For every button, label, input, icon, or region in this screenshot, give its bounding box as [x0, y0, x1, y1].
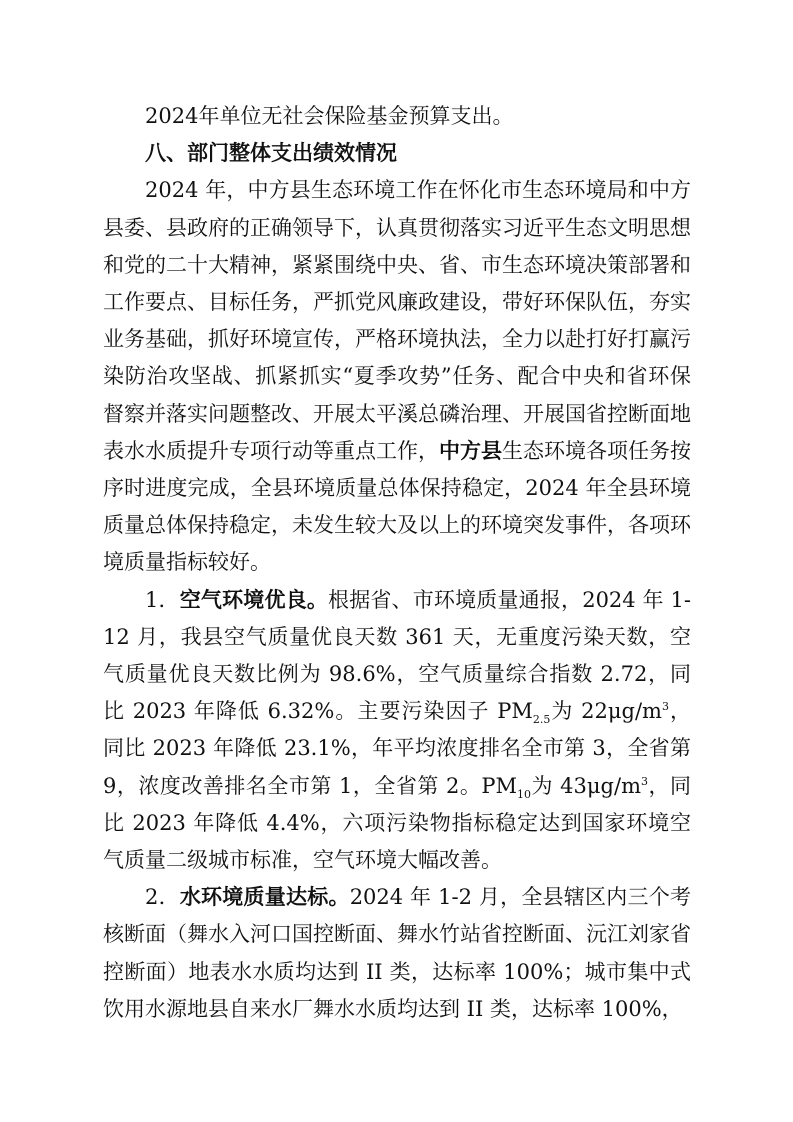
section-heading-text: 八、部门整体支出绩效情况 [145, 141, 397, 166]
paragraph-overview [103, 172, 691, 581]
paragraph-text-tail: 生态环境各项任务按序时进度完成，全县环境质量总体保持稳定，2024 年全县环境质量总体保持稳定，未发生较大及以上的环境突发事件，各项环境质量指标较好。 [103, 438, 691, 575]
air-text-b: 为 22μg/m [550, 699, 662, 724]
section-heading [103, 135, 691, 172]
cubic-superscript: 3 [661, 700, 669, 714]
cubic-superscript-2: 3 [640, 774, 648, 788]
air-text-a: 根据省、市环境质量通报，2024 年 1-12 月，我县空气质量优良天数 361 天，无重度污染天数，空气质量优良天数比例为 98.6%，空气质量综合指数 2.72，同比 2023 年降低 6.32%。主要污染因子 PM [103, 587, 691, 724]
paragraph-text: 2024 年，中方县生态环境工作在怀化市生态环境局和中方县委、县政府的正确领导下，认真贯彻落实习近平生态文明思想和党的二十大精神，紧紧围绕中央、省、市生态环境决策部署和工作要点、目标任务，严抓党风廉政建设，带好环保队伍，夯实业务基础，抓好环境宣传，严格环境执法，全力以赴打好打赢污染防治攻坚战、抓紧抓实“夏季攻势”任务、配合中央和省环保督察并落实问题整改、开展太平溪总磷治理、开展国省控断面地表水水质提升专项行动等重点工作， [103, 178, 691, 463]
pm25-subscript: 2.5 [532, 713, 551, 727]
document-body [103, 98, 691, 1028]
air-text-c: ，同比 2023 年降低 23.1%，年平均浓度排名全市第 3，全省第 9，浓度改善排名全市第 1，全省第 2。PM [103, 699, 691, 798]
county-name-bold: 中方县 [439, 438, 502, 463]
paragraph-social-insurance [103, 98, 691, 135]
air-text-d: 为 43μg/m [531, 773, 641, 798]
item-number: 1． [145, 587, 180, 612]
air-text-e: ，同比 2023 年降低 4.4%，六项污染物指标稳定达到国家环境空气质量二级城市标准，空气环境大幅改善。 [103, 773, 691, 873]
item-title-air: 空气环境优良。 [179, 587, 329, 612]
item-number: 2． [145, 885, 180, 910]
paragraph-air-quality [103, 582, 691, 880]
water-text-a: 2024 年 1-2 月，全县辖区内三个考核断面（舞水入河口国控断面、舞水竹站省控断面、沅江刘家省控断面）地表水水质均达到 II 类，达标率 100%；城市集中式饮用水源地县自来水厂舞水水质均达到 II 类，达标率 100%， [103, 885, 691, 1021]
paragraph-water-quality [103, 879, 691, 1028]
item-title-water: 水环境质量达标。 [179, 885, 350, 910]
pm10-subscript: 10 [517, 787, 532, 801]
paragraph-text: 2024年单位无社会保险基金预算支出。 [145, 104, 514, 128]
